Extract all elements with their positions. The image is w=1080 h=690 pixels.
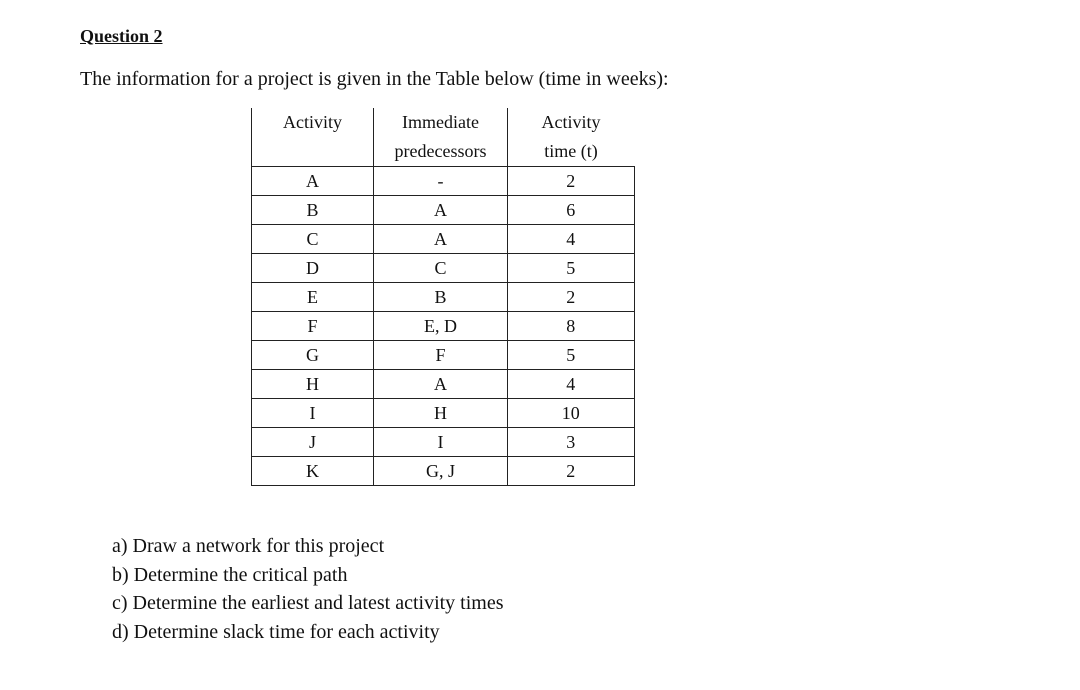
cell-time: 6 [508,196,635,225]
table-row [252,341,635,370]
header-text: Immediate [402,112,479,132]
cell-activity: F [252,312,374,341]
header-text: Activity [541,112,601,132]
cell-activity: G [252,341,374,370]
question-heading: Question 2 [80,26,163,46]
cell-time: 10 [508,399,635,428]
cell-time: 2 [508,457,635,486]
cell-activity: I [252,399,374,428]
question-item: d) Determine slack time for each activity [112,620,440,643]
cell-predecessors: B [374,283,508,312]
cell-activity: K [252,457,374,486]
table-row [252,399,635,428]
cell-time: 3 [508,428,635,457]
cell-activity: A [252,167,374,196]
header-activity [252,108,374,167]
table-row [252,428,635,457]
cell-time: 2 [508,167,635,196]
question-item: a) Draw a network for this project [112,535,385,557]
table-body [252,167,635,486]
question-item: b) Determine the critical path [112,563,348,586]
header-row [252,108,635,167]
cell-time: 5 [508,341,635,370]
cell-predecessors: I [374,428,508,457]
cell-predecessors: H [374,399,508,428]
header-time [508,108,635,167]
cell-predecessors: A [374,225,508,254]
cell-activity: H [252,370,374,399]
cell-time: 4 [508,225,635,254]
cell-time: 8 [508,312,635,341]
cell-activity: B [252,196,374,225]
intro-text: The information for a project is given in the Table below (time in weeks): [80,68,669,90]
cell-predecessors: A [374,370,508,399]
cell-time: 5 [508,254,635,283]
table-row [252,196,635,225]
cell-predecessors: G, J [374,457,508,486]
header-text: time (t) [544,141,598,161]
table-row [252,225,635,254]
header-text: predecessors [394,141,487,161]
cell-activity: C [252,225,374,254]
cell-activity: J [252,428,374,457]
activity-table [251,108,635,486]
header-text: Activity [283,112,342,132]
cell-predecessors: F [374,341,508,370]
table-row [252,370,635,399]
table-header [252,108,635,167]
cell-activity: D [252,254,374,283]
cell-activity: E [252,283,374,312]
table-row [252,312,635,341]
table-row [252,254,635,283]
questions-list [112,532,504,646]
header-predecessors [374,108,508,167]
cell-predecessors: - [374,167,508,196]
cell-time: 4 [508,370,635,399]
cell-predecessors: E, D [374,312,508,341]
table-row [252,457,635,486]
table-row [252,167,635,196]
cell-predecessors: A [374,196,508,225]
table-row [252,283,635,312]
cell-time: 2 [508,283,635,312]
cell-predecessors: C [374,254,508,283]
question-item: c) Determine the earliest and latest activity times [112,592,504,614]
